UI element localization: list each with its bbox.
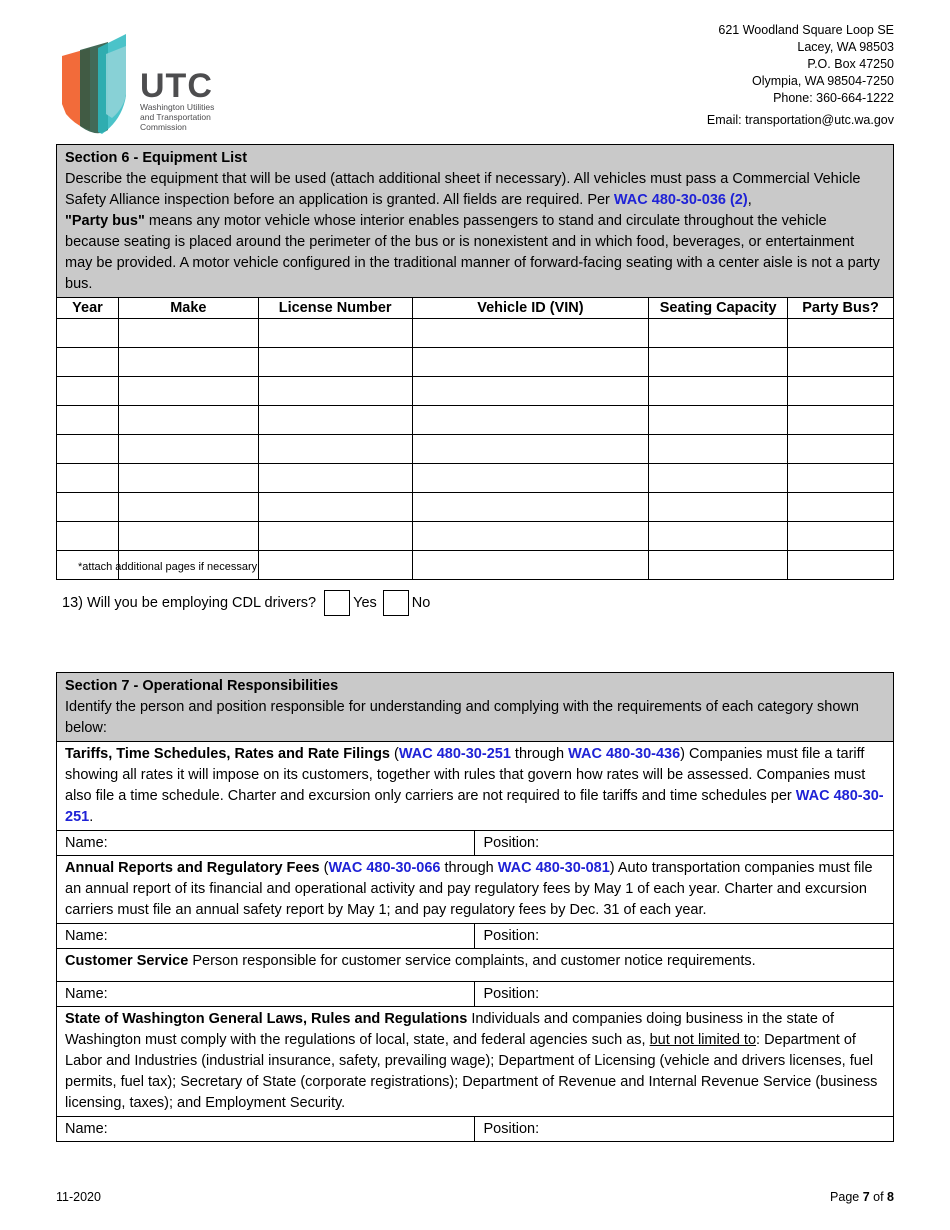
address-line: 621 Woodland Square Loop SE xyxy=(718,23,894,37)
tariffs-description: Tariffs, Time Schedules, Rates and Rate Filings (WAC 480-30-251 through WAC 480-30-436) Companies must file a tariff showing all rates it will impose on its customers, together with rules that govern how rates will be assessed. Companies must also file a time schedule. Charter and excursion only carriers are not required to file tariffs and time schedules per WAC 480-30-251. xyxy=(57,742,894,831)
cdl-question-text: 13) Will you be employing CDL drivers? xyxy=(62,595,317,611)
customer-service-description: Customer Service Person responsible for customer service complaints, and customer notice requirements. xyxy=(57,949,894,982)
section7-title: Section 7 - Operational Responsibilities xyxy=(65,678,339,694)
table-cell-input[interactable] xyxy=(258,493,412,522)
table-cell-input[interactable] xyxy=(258,348,412,377)
table-row xyxy=(57,406,894,435)
table-cell-input[interactable] xyxy=(258,522,412,551)
cdl-no-label: No xyxy=(411,595,431,611)
table-row xyxy=(57,435,894,464)
phone: Phone: 360-664-1222 xyxy=(773,91,894,105)
col-header: License Number xyxy=(258,298,412,319)
table-cell-input[interactable] xyxy=(649,319,788,348)
table-cell-input[interactable] xyxy=(412,348,649,377)
table-cell-input[interactable] xyxy=(649,464,788,493)
section6-description: Describe the equipment that will be used (attach additional sheet if necessary). All vehicles must pass a Commercial Vehicle Safety Alliance inspection before an application is granted. All fields are required. Per WAC 480-30-036 (2), "Party bus" means any motor vehicle whose interior enables passengers to stand and circulate throughout the vehicle because seating is placed around the perimeter of the bus or is nonexistent and in which food, beverages, or entertainment may be provided. A motor vehicle configured in the traditional manner of forward-facing seating with a center aisle is not a party bus. xyxy=(65,171,880,292)
table-cell-input[interactable] xyxy=(788,435,894,464)
table-header-row xyxy=(57,298,894,319)
email: Email: transportation@utc.wa.gov xyxy=(706,113,894,127)
tariffs-name-field[interactable]: Name: xyxy=(57,831,475,856)
table-cell-input[interactable] xyxy=(118,435,258,464)
address-line: P.O. Box 47250 xyxy=(807,57,894,71)
cdl-yes-label: Yes xyxy=(353,595,377,611)
address-line: Lacey, WA 98503 xyxy=(797,40,894,54)
section7-header xyxy=(57,673,894,742)
table-cell-input[interactable] xyxy=(258,319,412,348)
attach-note: *attach additional pages if necessary xyxy=(78,561,258,573)
cdl-no-checkbox[interactable] xyxy=(383,590,409,616)
tariffs-position-field[interactable]: Position: xyxy=(475,831,894,856)
table-cell-input[interactable] xyxy=(57,493,119,522)
table-cell-input[interactable] xyxy=(118,348,258,377)
table-cell-input[interactable] xyxy=(412,377,649,406)
page-number: Page 7 of 8 xyxy=(830,1190,894,1204)
table-cell-input[interactable] xyxy=(649,493,788,522)
logo-title: UTC xyxy=(140,67,213,105)
table-cell-input[interactable] xyxy=(118,493,258,522)
col-header: Vehicle ID (VIN) xyxy=(412,298,649,319)
table-cell-input[interactable] xyxy=(649,435,788,464)
col-header: Year xyxy=(57,298,119,319)
utc-logo xyxy=(62,34,232,140)
table-cell-input[interactable] xyxy=(649,551,788,580)
wac-link[interactable]: WAC 480-30-251 xyxy=(398,746,511,762)
wac-link[interactable]: WAC 480-30-436 xyxy=(568,746,681,762)
table-cell-input[interactable] xyxy=(118,406,258,435)
table-cell-input[interactable] xyxy=(788,464,894,493)
table-cell-input[interactable] xyxy=(412,435,649,464)
annual-position-field[interactable]: Position: xyxy=(475,924,894,949)
table-row xyxy=(57,493,894,522)
table-cell-input[interactable] xyxy=(412,464,649,493)
table-row xyxy=(57,522,894,551)
table-cell-input[interactable] xyxy=(57,406,119,435)
table-cell-input[interactable] xyxy=(788,348,894,377)
table-cell-input[interactable] xyxy=(57,522,119,551)
table-cell-input[interactable] xyxy=(118,464,258,493)
section6-header xyxy=(57,145,894,298)
table-cell-input[interactable] xyxy=(788,319,894,348)
table-cell-input[interactable] xyxy=(649,348,788,377)
revision-date: 11-2020 xyxy=(56,1190,101,1204)
wac-link[interactable]: WAC 480-30-036 (2) xyxy=(613,192,748,208)
table-cell-input[interactable] xyxy=(258,464,412,493)
table-cell-input[interactable] xyxy=(788,522,894,551)
customer-name-field[interactable]: Name: xyxy=(57,982,475,1007)
table-row xyxy=(57,319,894,348)
table-cell-input[interactable] xyxy=(412,319,649,348)
table-cell-input[interactable] xyxy=(412,406,649,435)
operational-responsibilities-table xyxy=(56,672,894,1142)
table-cell-input[interactable] xyxy=(258,406,412,435)
state-name-field[interactable]: Name: xyxy=(57,1117,475,1142)
table-row xyxy=(57,348,894,377)
table-cell-input[interactable] xyxy=(258,551,412,580)
cdl-question xyxy=(62,590,434,616)
table-cell-input[interactable] xyxy=(118,319,258,348)
state-position-field[interactable]: Position: xyxy=(475,1117,894,1142)
section6-title: Section 6 - Equipment List xyxy=(65,150,248,166)
table-cell-input[interactable] xyxy=(258,377,412,406)
wac-link[interactable]: WAC 480-30-066 xyxy=(328,860,441,876)
table-cell-input[interactable] xyxy=(788,377,894,406)
wac-link[interactable]: WAC 480-30-251 xyxy=(65,788,884,825)
table-cell-input[interactable] xyxy=(788,493,894,522)
utc-logo-mark xyxy=(62,34,132,140)
table-cell-input[interactable] xyxy=(57,348,119,377)
annual-reports-description: Annual Reports and Regulatory Fees (WAC 480-30-066 through WAC 480-30-081) Auto transportation companies must file an annual report of its financial and operational activity and pay regulatory fees by May 1 of each year. Charter and excursion carriers must file an annual safety report by May 1; and pay regulatory fees by Dec. 31 of each year. xyxy=(57,856,894,924)
table-cell-input[interactable] xyxy=(412,522,649,551)
state-laws-description: State of Washington General Laws, Rules and Regulations Individuals and companies doing business in the state of Washington must comply with the regulations of local, state, and federal agencies such as, but not limited to: Department of Labor and Industries (industrial insurance, safety, prevailing wage); Department of Licensing (vehicle and drivers licenses, fuel permits, fuel tax); Secretary of State (corporate registrations); Department of Revenue and Internal Revenue Service (business licensing, taxes); and Employment Security. xyxy=(57,1007,894,1117)
table-cell-input[interactable] xyxy=(412,493,649,522)
annual-name-field[interactable]: Name: xyxy=(57,924,475,949)
cdl-yes-checkbox[interactable] xyxy=(324,590,350,616)
table-cell-input[interactable] xyxy=(57,377,119,406)
table-cell-input[interactable] xyxy=(258,435,412,464)
table-cell-input[interactable] xyxy=(649,377,788,406)
logo-subtitle: Washington Utilities and Transportation Commission xyxy=(140,102,215,132)
col-header: Make xyxy=(118,298,258,319)
table-cell-input[interactable] xyxy=(412,551,649,580)
wac-link[interactable]: WAC 480-30-081 xyxy=(497,860,610,876)
customer-position-field[interactable]: Position: xyxy=(475,982,894,1007)
table-cell-input[interactable] xyxy=(57,319,119,348)
col-header: Seating Capacity xyxy=(649,298,788,319)
table-cell-input[interactable] xyxy=(57,435,119,464)
table-cell-input[interactable] xyxy=(118,377,258,406)
table-cell-input[interactable] xyxy=(788,551,894,580)
table-row xyxy=(57,377,894,406)
table-cell-input[interactable] xyxy=(649,406,788,435)
equipment-list-table xyxy=(56,144,894,580)
table-cell-input[interactable] xyxy=(57,464,119,493)
col-header: Party Bus? xyxy=(788,298,894,319)
table-cell-input[interactable] xyxy=(788,406,894,435)
section7-intro: Identify the person and position responsible for understanding and complying with the requirements of each category shown below: xyxy=(65,699,859,736)
table-row xyxy=(57,464,894,493)
address-line: Olympia, WA 98504-7250 xyxy=(752,74,894,88)
table-cell-input[interactable] xyxy=(118,522,258,551)
address-block xyxy=(707,22,894,129)
table-cell-input[interactable] xyxy=(649,522,788,551)
